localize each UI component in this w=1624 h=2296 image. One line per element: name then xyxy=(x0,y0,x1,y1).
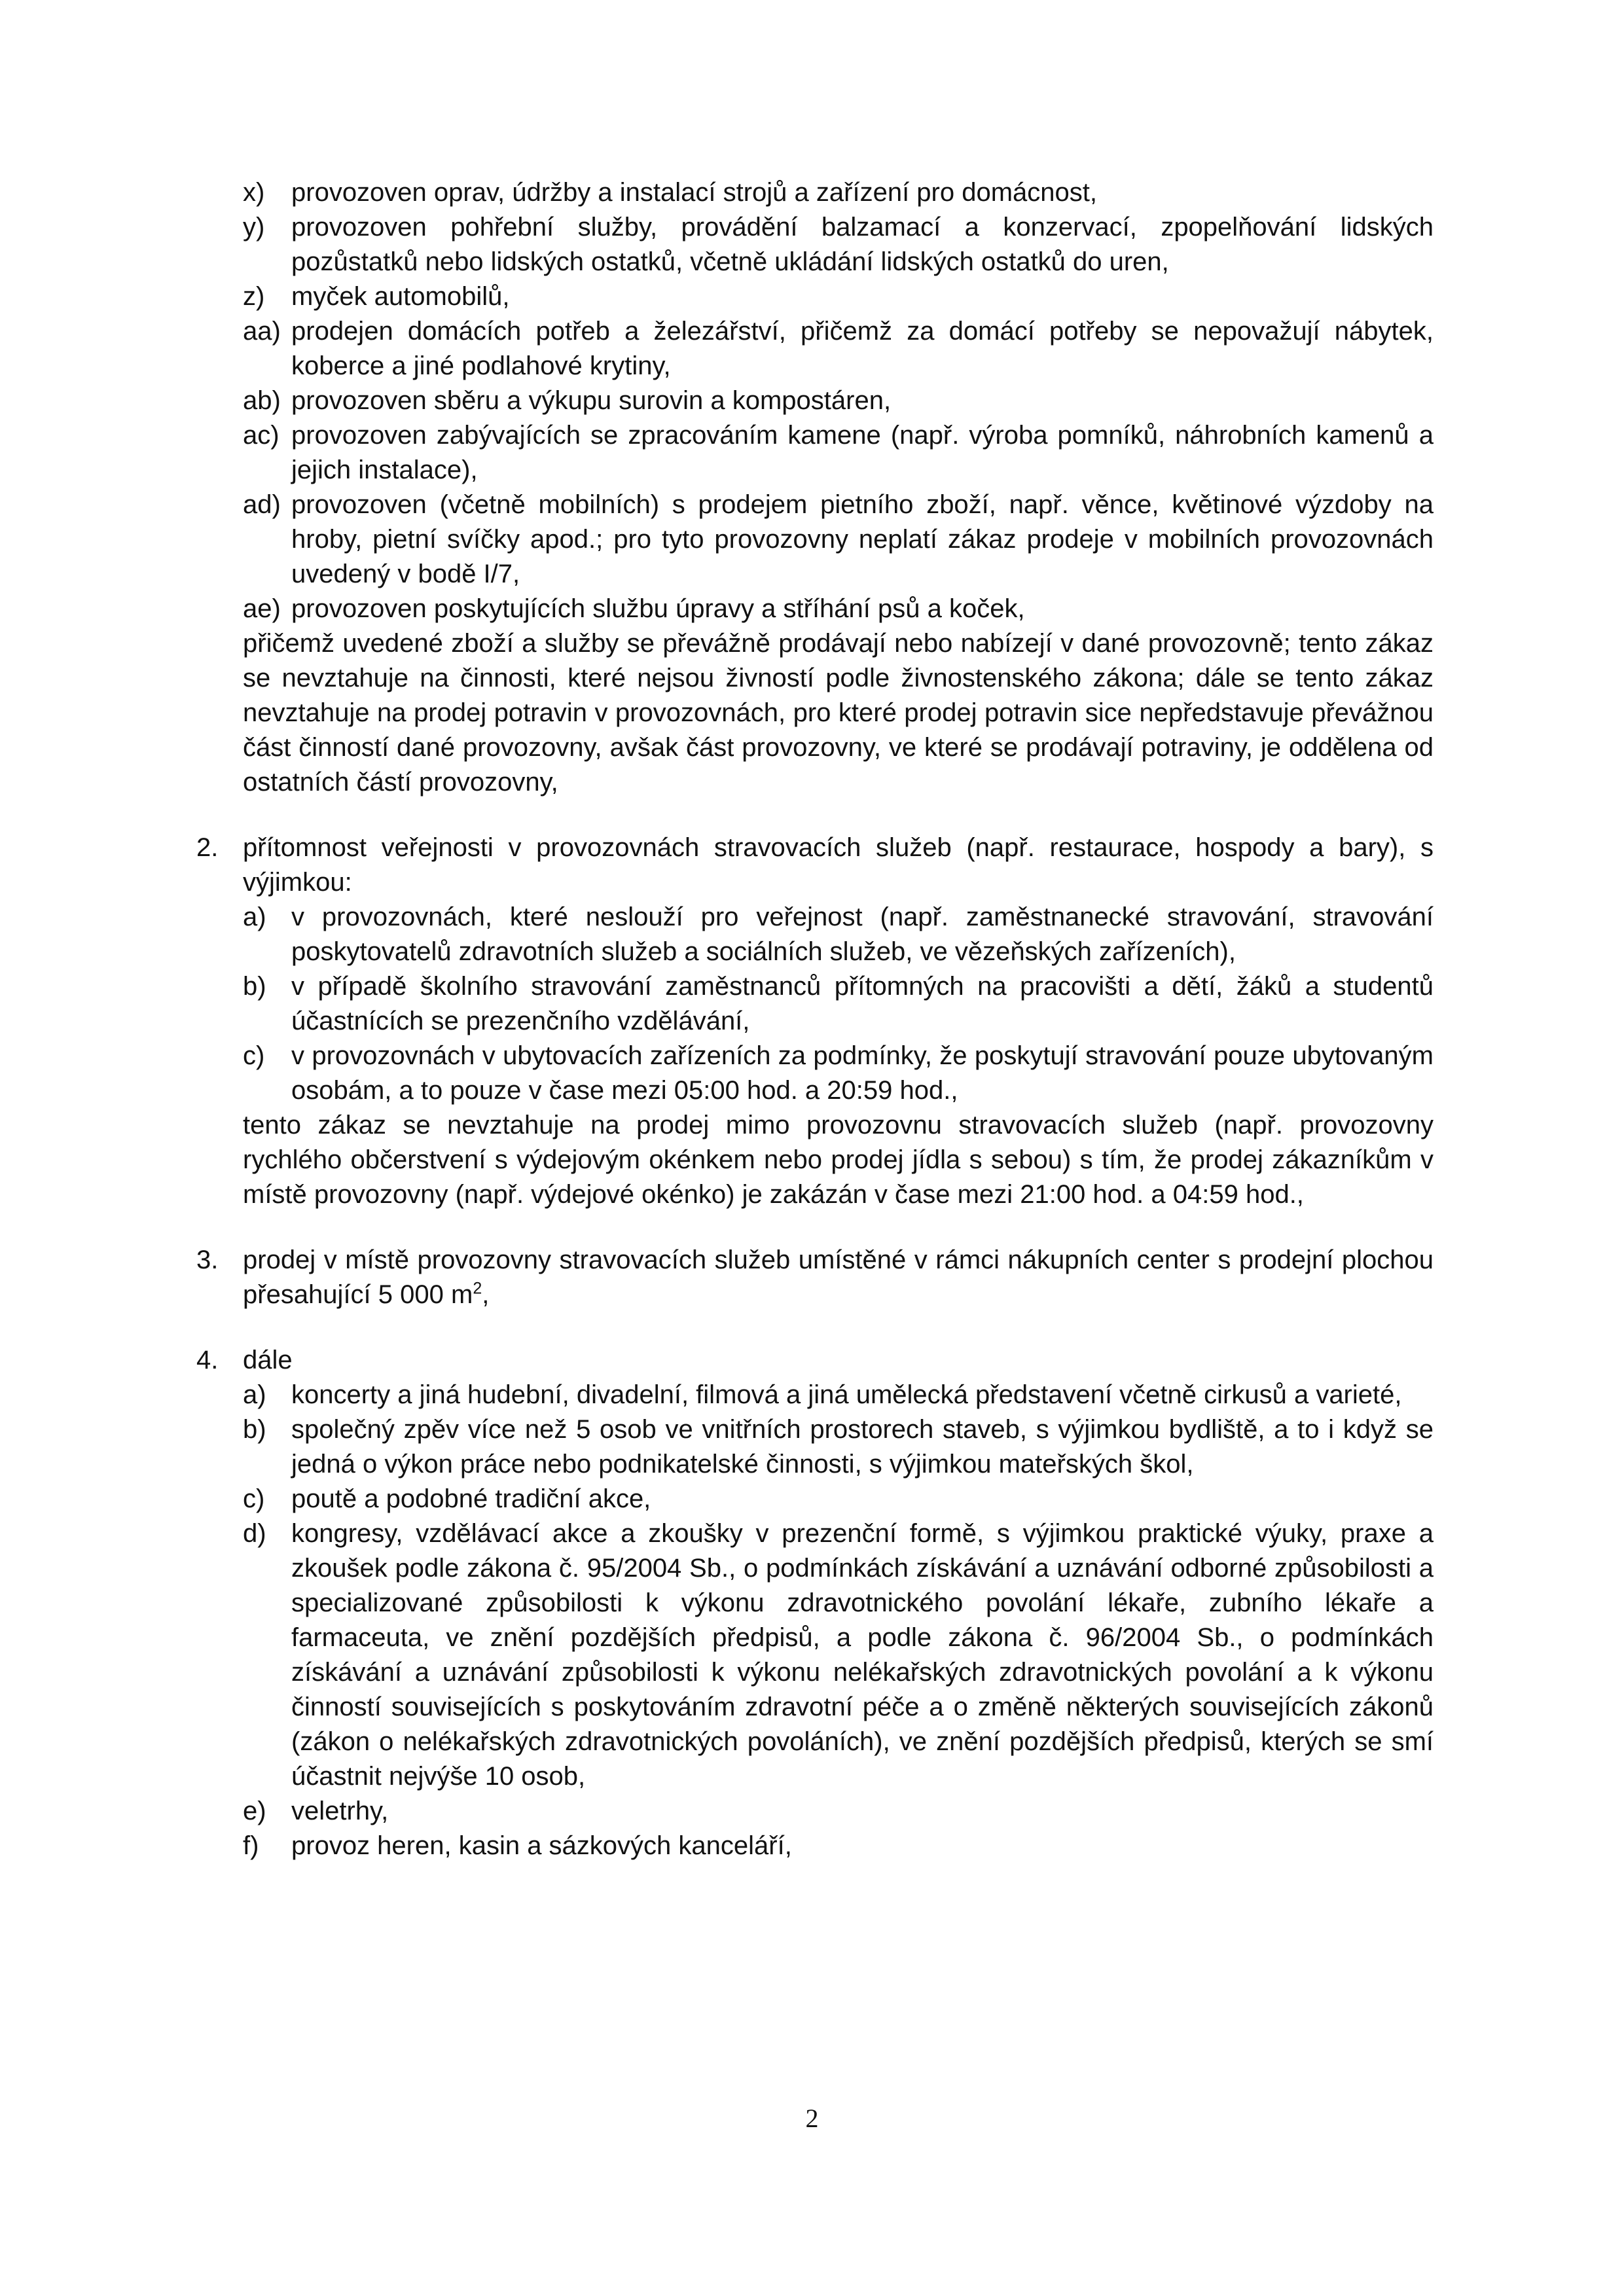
list-item-text: v provozovnách v ubytovacích zařízeních za podmínky, že poskytují stravování pouze ubytovaným osobám, a to pouze v čase mezi 05:00 hod. a 20:59 hod., xyxy=(291,1041,1434,1105)
list-item-text: provozoven (včetně mobilních) s prodejem pietního zboží, např. věnce, květinové výzdoby na hroby, pietní svíčky apod.; pro tyto provozovny neplatí zákaz prodeje v mobilních provozovnách uvedený v bodě I/7, xyxy=(291,490,1434,588)
list-item-label: x) xyxy=(243,178,265,207)
list-item xyxy=(196,969,1434,1039)
list-item-label: b) xyxy=(243,972,266,1001)
section-text-suffix: , xyxy=(482,1280,490,1309)
list-item xyxy=(196,1829,1434,1863)
list-item xyxy=(196,592,1434,626)
list-item-text: v provozovnách, které neslouží pro veřejnost (např. zaměstnanecké stravování, stravování poskytovatelů zdravotních služeb a sociálních služeb, ve vězeňských zařízeních), xyxy=(291,903,1434,966)
list-item-text: provozoven poskytujících službu úpravy a stříhání psů a koček, xyxy=(291,594,1025,623)
list-item xyxy=(196,1516,1434,1794)
spacer xyxy=(196,1212,1434,1243)
list-item xyxy=(196,314,1434,384)
section-intro: přítomnost veřejnosti v provozovnách stravovacích služeb (např. restaurace, hospody a bary), s výjimkou: xyxy=(243,833,1434,897)
list-item-label: a) xyxy=(243,1380,266,1409)
section-closing: tento zákaz se nevztahuje na prodej mimo provozovnu stravovacích služeb (např. provozovny rychlého občerstvení s výdejovým okénkem nebo prodej jídla s sebou) s tím, že prodej zákazníkům v místě provozovny (např. výdejové okénko) je zakázán v čase mezi 21:00 hod. a 04:59 hod., xyxy=(243,1111,1434,1209)
list-item xyxy=(196,418,1434,488)
list-item xyxy=(196,210,1434,279)
list-item-text: provozoven zabývajících se zpracováním kamene (např. výroba pomníků, náhrobních kamenů a jejich instalace), xyxy=(291,421,1434,484)
list-item-text: společný zpěv více než 5 osob ve vnitřních prostorech staveb, s výjimkou bydliště, a to i když se jedná o výkon práce nebo podnikatelské činnosti, s výjimkou mateřských škol, xyxy=(291,1415,1434,1479)
list-item-label: ae) xyxy=(243,594,281,623)
closing-paragraph: přičemž uvedené zboží a služby se převážně prodávají nebo nabízejí v dané provozovně; tento zákaz se nevztahuje na činnosti, které nejsou živností podle živnostenského zákona; dále se tento zákaz nevztahuje na prodej potravin v provozovnách, pro které prodej potravin sice nepředstavuje převážnou část činností dané provozovny, avšak část provozovny, ve které se prodávají potraviny, je oddělena od ostatních částí provozovny, xyxy=(243,629,1434,797)
list-item-label: b) xyxy=(243,1415,266,1444)
spacer xyxy=(196,1312,1434,1343)
section-number: 4. xyxy=(196,1346,219,1374)
list-item-label: aa) xyxy=(243,317,281,346)
list-item xyxy=(196,384,1434,418)
list-item-text: koncerty a jiná hudební, divadelní, filmová a jiná umělecká představení včetně cirkusů a varieté, xyxy=(291,1380,1402,1409)
list-item-label: d) xyxy=(243,1519,266,1548)
list-item-text: poutě a podobné tradiční akce, xyxy=(291,1484,651,1513)
list-item-text: prodejen domácích potřeb a železářství, přičemž za domácí potřeby se nepovažují nábytek, koberce a jiné podlahové krytiny, xyxy=(291,317,1434,380)
section-3 xyxy=(196,1243,1434,1312)
list-item-label: e) xyxy=(243,1797,266,1825)
section-2 xyxy=(196,831,1434,900)
list-item xyxy=(196,175,1434,210)
list-item-label: ad) xyxy=(243,490,281,519)
list-item-text: v případě školního stravování zaměstnanců přítomných na pracovišti a dětí, žáků a studentů účastnících se prezenčního vzdělávání, xyxy=(291,972,1434,1035)
page-number: 2 xyxy=(805,2104,819,2133)
list-item-text: provozoven oprav, údržby a instalací strojů a zařízení pro domácnost, xyxy=(291,178,1097,207)
superscript: 2 xyxy=(473,1279,482,1298)
list-item-text: provoz heren, kasin a sázkových kanceláří, xyxy=(291,1831,792,1860)
list-item xyxy=(196,279,1434,314)
list-item-label: a) xyxy=(243,903,266,931)
list-item-label: c) xyxy=(243,1041,265,1070)
section-number: 2. xyxy=(196,833,219,862)
list-item xyxy=(196,488,1434,592)
section-text-body: prodej v místě provozovny stravovacích služeb umístěné v rámci nákupních center s prodejní plochou přesahující 5 000 m xyxy=(243,1246,1434,1309)
list-item-text: veletrhy, xyxy=(291,1797,389,1825)
list-item-label: y) xyxy=(243,213,265,242)
list-item-label: ab) xyxy=(243,386,281,415)
list-item-label: ac) xyxy=(243,421,280,450)
list-item-label: z) xyxy=(243,282,265,311)
list-item-text: provozoven pohřební služby, provádění balzamací a konzervací, zpopelňování lidských pozůstatků nebo lidských ostatků, včetně ukládání lidských ostatků do uren, xyxy=(291,213,1434,276)
list-top xyxy=(196,175,1434,626)
list-item-label: c) xyxy=(243,1484,265,1513)
list-item-label: f) xyxy=(243,1831,259,1860)
list-item-text: kongresy, vzdělávací akce a zkoušky v prezenční formě, s výjimkou praktické výuky, praxe a zkoušek podle zákona č. 95/2004 Sb., o podmínkách získávání a uznávání odborné způsobilosti a specializované způsobilosti k výkonu zdravotnického povolání lékaře, zubního lékaře a farmaceuta, ve znění pozdějších předpisů, a podle zákona č. 96/2004 Sb., o podmínkách získávání a uznávání způsobilosti k výkonu nelékařských zdravotnických povolání a k výkonu činností souvisejících s poskytováním zdravotní péče a o změně některých souvisejících zákonů (zákon o nelékařských zdravotnických povoláních), ve znění pozdějších předpisů, kterých se smí účastnit nejvýše 10 osob, xyxy=(291,1519,1434,1791)
section-4 xyxy=(196,1343,1434,1378)
list-item xyxy=(196,1039,1434,1108)
section-intro: dále xyxy=(243,1346,293,1374)
list-item xyxy=(196,1412,1434,1482)
document-body xyxy=(196,175,1434,1863)
list-item xyxy=(196,900,1434,969)
section-number: 3. xyxy=(196,1246,219,1274)
list-item-text: provozoven sběru a výkupu surovin a kompostáren, xyxy=(291,386,892,415)
list-item xyxy=(196,1378,1434,1412)
spacer xyxy=(196,800,1434,831)
list-item xyxy=(196,1794,1434,1829)
section-text xyxy=(243,1243,1434,1312)
list-item xyxy=(196,1482,1434,1516)
list-item-text: myček automobilů, xyxy=(291,282,510,311)
